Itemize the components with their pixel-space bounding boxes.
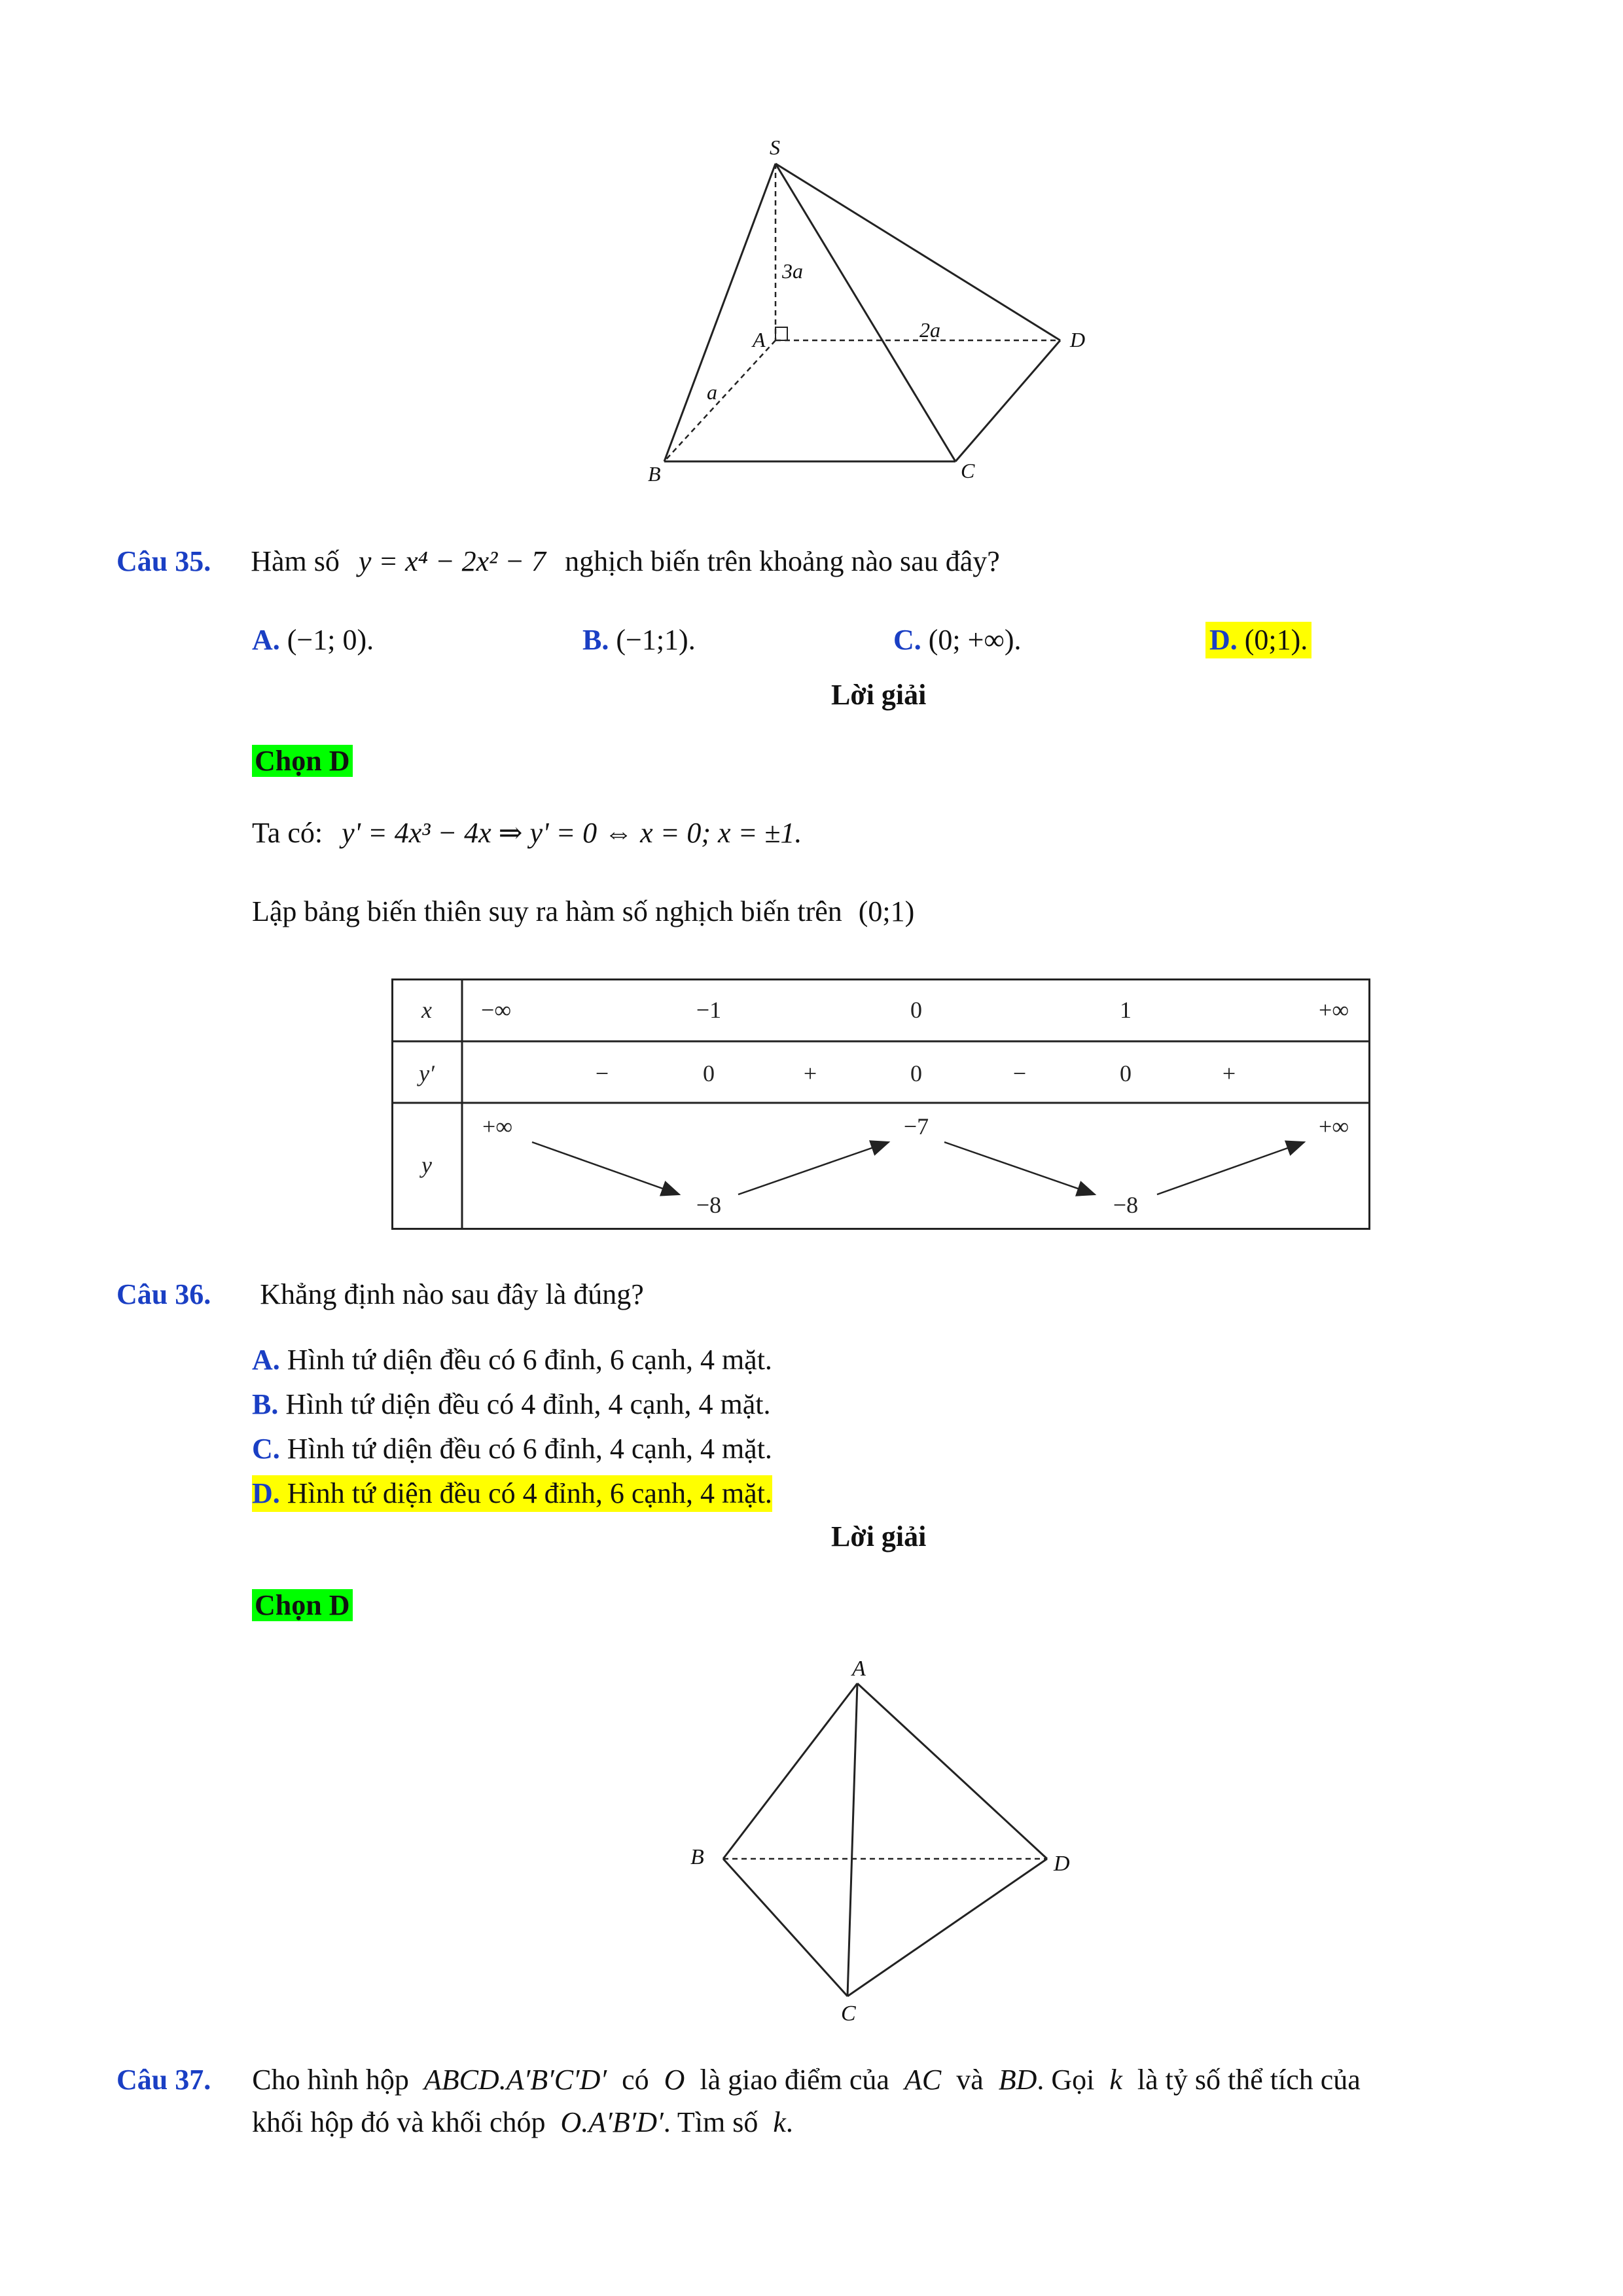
q35-option-b[interactable]: B. (−1;1). <box>582 624 696 656</box>
q35-conclusion-line: Lập bảng biến thiên suy ra hàm số nghịch biến trên (0;1) <box>252 895 915 927</box>
label-a-edge: a <box>707 380 717 404</box>
q35-option-c[interactable]: C. (0; +∞). <box>893 624 1022 656</box>
label-s: S <box>770 135 780 159</box>
pyramid-figure <box>641 131 1113 504</box>
q36-option-c[interactable]: C. Hình tứ diện đều có 6 đỉnh, 4 cạnh, 4 mặt. <box>252 1433 772 1465</box>
vt-x-1: 1 <box>1120 997 1132 1023</box>
vt-yp-zero1: 0 <box>703 1060 715 1086</box>
vt-y-label: y <box>421 1152 432 1178</box>
vt-yp-zero2: 0 <box>910 1060 922 1086</box>
q36-option-a[interactable]: A. Hình tứ diện đều có 6 đỉnh, 6 cạnh, 4 mặt. <box>252 1344 772 1376</box>
tet-label-d: D <box>1054 1852 1070 1876</box>
vt-y-min2: −8 <box>1113 1192 1139 1218</box>
label-3a: 3a <box>782 259 803 283</box>
vt-x-minus1: −1 <box>696 997 722 1023</box>
q35-text-pre: Hàm số <box>251 545 340 577</box>
vt-yp-sign4: + <box>1222 1060 1236 1086</box>
tet-label-a: A <box>852 1657 866 1681</box>
q35-formula: y = x⁴ − 2x² − 7 <box>358 545 546 577</box>
q36-option-b[interactable]: B. Hình tứ diện đều có 4 đỉnh, 4 cạnh, 4 mặt. <box>252 1388 771 1420</box>
label-a: A <box>753 328 766 351</box>
label-b: B <box>648 462 661 486</box>
q35-option-a[interactable]: A. (−1; 0). <box>252 624 374 656</box>
vt-y-start: +∞ <box>482 1113 512 1139</box>
variation-table <box>391 978 1370 1230</box>
vt-yp-sign2: + <box>803 1060 817 1086</box>
q37-line1: Câu 37. Cho hình hộp ABCD.A′B′C′D′ có O là giao điểm của AC và BD. Gọi k là tỷ số thể tích của <box>116 2064 1361 2096</box>
q37-line2: khối hộp đó và khối chóp O.A′B′D′. Tìm số k. <box>252 2106 793 2138</box>
vt-y-end: +∞ <box>1319 1113 1349 1139</box>
vt-x-0: 0 <box>910 997 922 1023</box>
vt-arrow-down1 <box>532 1142 679 1194</box>
q35-text-post: nghịch biến trên khoảng nào sau đây? <box>565 545 1000 577</box>
tet-label-b: B <box>690 1845 704 1869</box>
tetrahedron-figure <box>674 1656 1093 2022</box>
q36-label: Câu 36. <box>116 1278 211 1310</box>
q35-derivative-line: Ta có: y' = 4x³ − 4x ⇒ y' = 0 ⇔ x = 0; x = ±1. <box>252 817 802 849</box>
q35-solution-title: Lời giải <box>831 679 927 711</box>
tet-label-c: C <box>841 2001 856 2022</box>
label-c: C <box>961 459 975 482</box>
q35-label: Câu 35. <box>116 545 211 577</box>
q36-line <box>116 1276 644 1313</box>
label-2a: 2a <box>919 318 940 342</box>
q36-solution-title: Lời giải <box>831 1520 927 1552</box>
q36-chosen: Chọn D <box>252 1587 353 1624</box>
vt-x-label: x <box>421 997 432 1023</box>
vt-x-neg-inf: −∞ <box>481 997 511 1023</box>
q37-label: Câu 37. <box>116 2064 211 2096</box>
vt-yp-label: y′ <box>419 1060 435 1086</box>
vt-y-max: −7 <box>903 1113 929 1139</box>
vt-yp-sign1: − <box>595 1060 609 1086</box>
vt-arrow-up1 <box>738 1142 889 1194</box>
vt-arrow-down2 <box>944 1142 1095 1194</box>
q36-text: Khẳng định nào sau đây là đúng? <box>260 1278 644 1310</box>
vt-arrow-up2 <box>1157 1142 1304 1194</box>
vt-x-pos-inf: +∞ <box>1319 997 1349 1023</box>
vt-yp-sign3: − <box>1012 1060 1027 1086</box>
q35-option-d[interactable]: D. (0;1). <box>1205 622 1311 658</box>
vt-y-min1: −8 <box>696 1192 722 1218</box>
q35-line <box>116 543 1000 580</box>
q35-chosen: Chọn D <box>252 743 353 780</box>
q36-option-d[interactable]: D. Hình tứ diện đều có 4 đỉnh, 6 cạnh, 4 mặt. <box>252 1475 772 1512</box>
vt-yp-zero3: 0 <box>1120 1060 1132 1086</box>
label-d: D <box>1070 328 1086 351</box>
